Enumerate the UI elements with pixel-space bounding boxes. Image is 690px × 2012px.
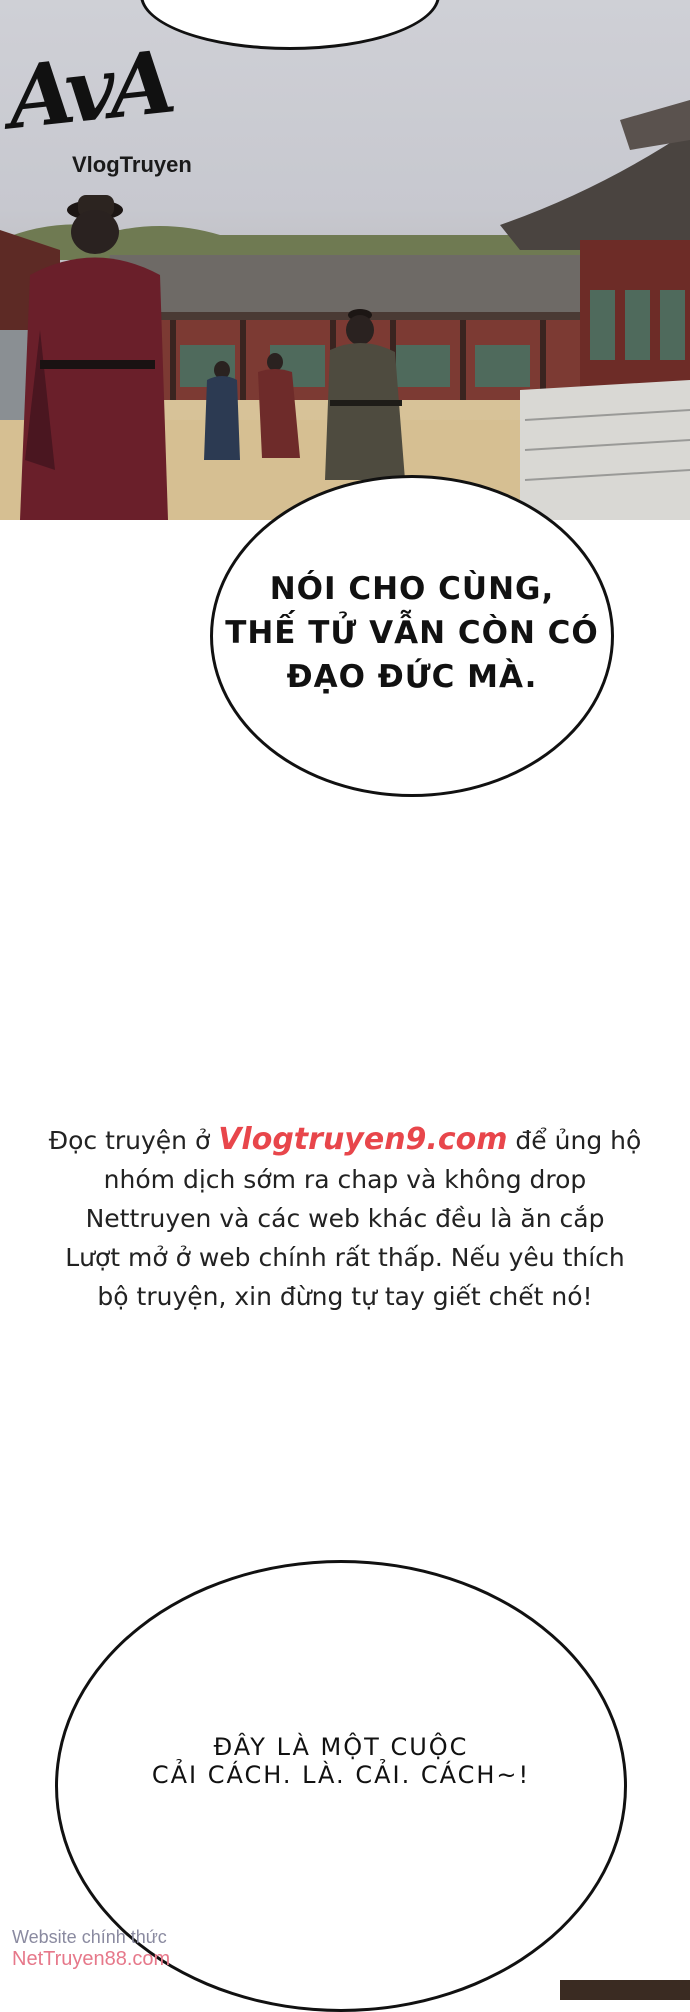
notice-site-link[interactable]: Vlogtruyen9.com bbox=[218, 1122, 508, 1157]
speech-text-2: ĐÂY LÀ MỘT CUỘC CẢI CÁCH. LÀ. CẢI. CÁCH~! bbox=[151, 1733, 531, 1789]
vlogtruyen-logo bbox=[3, 31, 208, 190]
next-panel-edge bbox=[560, 1980, 690, 2000]
notice-line-4: Lượt mở ở web chính rất thấp. Nếu yêu thích bbox=[65, 1243, 625, 1272]
speech-bubble-1 bbox=[210, 475, 614, 797]
notice-prefix: Đọc truyện ở bbox=[48, 1126, 219, 1155]
notice-line-1 bbox=[20, 1120, 670, 1160]
notice-line-5: bộ truyện, xin đừng tự tay giết chết nó! bbox=[97, 1282, 593, 1311]
courtyard-panel bbox=[0, 0, 690, 520]
notice-line-3: Nettruyen và các web khác đều là ăn cắp bbox=[85, 1204, 605, 1233]
speech-text-1: NÓI CHO CÙNG, THẾ TỬ VẪN CÒN CÓ ĐẠO ĐỨC MÀ. bbox=[225, 571, 599, 695]
notice-line1-suffix: để ủng hộ bbox=[507, 1126, 642, 1155]
logo-subtitle: VlogTruyen bbox=[72, 152, 192, 177]
footer-watermark bbox=[12, 1926, 170, 1970]
footer-label: Website chính thức bbox=[12, 1927, 167, 1947]
footer-url[interactable]: NetTruyen88.com bbox=[12, 1948, 171, 1970]
logo-mark: AvA bbox=[3, 31, 175, 150]
translator-notice bbox=[20, 1120, 670, 1316]
notice-line-2: nhóm dịch sớm ra chap và không drop bbox=[103, 1165, 587, 1194]
